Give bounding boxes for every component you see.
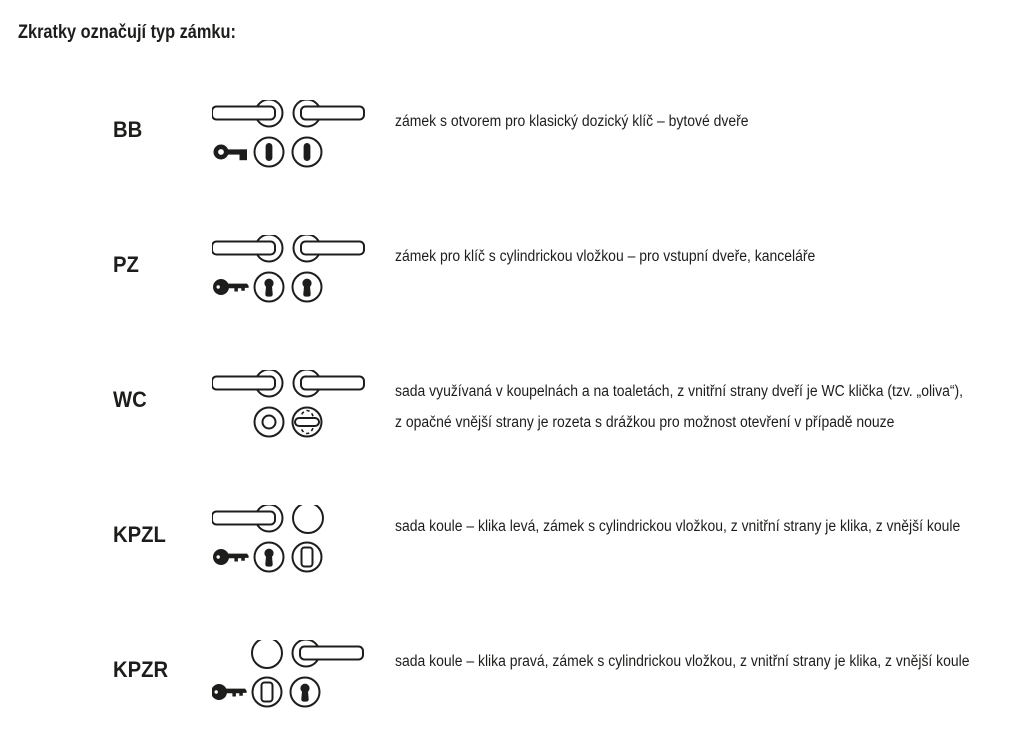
lever-handle-right-icon [294,100,365,127]
lock-description [395,106,1007,137]
ball-knob-icon [252,640,282,668]
description-line: zámek s otvorem pro klasický dozický klíč – bytové dveře [395,113,749,130]
slot-rosette-icon [293,543,322,572]
classic-key-icon [216,147,247,160]
pz-keyhole-rosette-icon [255,273,284,302]
description-line: sada koule – klika levá, zámek s cylindrickou vložkou, z vnitřní strany je klika, z vnější koule [395,518,961,535]
lock-type-row-kpzl [0,499,1011,634]
lock-code-label: KPZR [113,657,169,682]
lock-description [395,646,1007,677]
plain-rosette-icon [255,408,284,437]
lock-description [395,511,1007,542]
pz-keyhole-rosette-icon [291,678,320,707]
lever-handle-left-icon [212,505,283,532]
lock-type-row-bb [0,94,1011,229]
description-line: zámek pro klíč s cylindrickou vložkou – pro vstupní dveře, kanceláře [395,248,816,265]
description-line: sada využívaná v koupelnách a na toaletách, z vnitřní strany dveří je WC klička (tzv. „oliva“), [395,383,964,400]
lever-handle-left-icon [212,235,283,262]
lock-hardware-pictogram [212,235,382,307]
lever-handle-left-icon [212,370,283,397]
description-line: z opačné vnější strany je rozeta s drážkou pro možnost otevření v případě nouze [395,414,895,431]
pz-keyhole-rosette-icon [293,273,322,302]
lever-handle-right-icon [294,370,365,397]
wc-oliva-rosette-icon [293,408,322,437]
lever-handle-right-icon [293,640,364,667]
lock-type-row-wc [0,364,1011,499]
lock-hardware-pictogram [212,640,382,712]
bb-keyhole-rosette-icon [293,138,322,167]
lock-hardware-pictogram [212,505,382,577]
ball-knob-icon [293,505,323,533]
lever-handle-left-icon [212,100,283,127]
lock-code-label: WC [113,387,147,412]
lock-type-row-pz [0,229,1011,364]
lock-code-label: KPZL [113,522,166,547]
lock-type-row-kpzr [0,634,1011,732]
lock-hardware-pictogram [212,370,382,442]
cylinder-key-icon [212,684,247,700]
lock-type-rows [0,94,1011,732]
bb-keyhole-rosette-icon [255,138,284,167]
lock-hardware-pictogram [212,100,382,172]
lock-code-label: BB [113,117,143,142]
cylinder-key-icon [213,279,249,295]
slot-rosette-icon [253,678,282,707]
page-title: Zkratky označují typ zámku: [18,22,236,43]
lever-handle-right-icon [294,235,365,262]
lock-description [395,241,1007,272]
description-line: sada koule – klika pravá, zámek s cylindrickou vložkou, z vnitřní strany je klika, z vnější koule [395,653,970,670]
lock-code-label: PZ [113,252,139,277]
pz-keyhole-rosette-icon [255,543,284,572]
cylinder-key-icon [213,549,249,565]
lock-description [395,376,1007,438]
